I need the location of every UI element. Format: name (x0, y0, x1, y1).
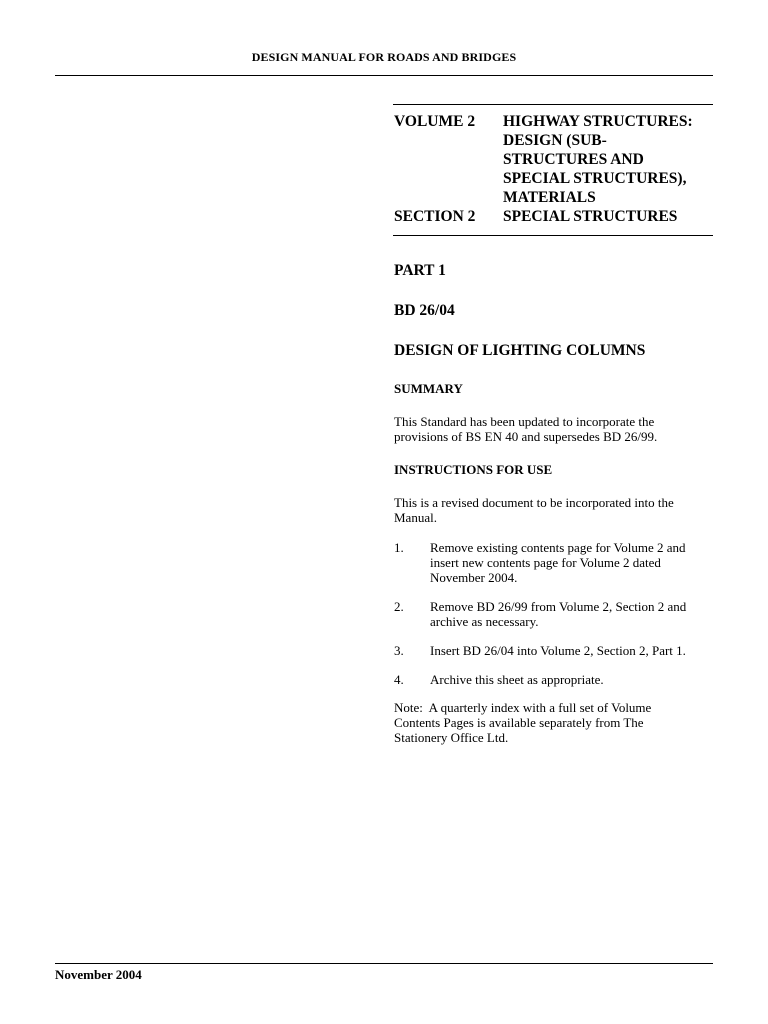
summary-heading: SUMMARY (394, 381, 463, 396)
volume-row (394, 112, 714, 207)
note-paragraph (394, 700, 714, 745)
volume-label: VOLUME 2 (394, 113, 476, 130)
instruction-number: 4. (394, 672, 404, 687)
summary-line: provisions of BS EN 40 and supersedes BD 26/99. (394, 429, 658, 444)
volume-block-top-rule (393, 104, 713, 105)
document-code: BD 26/04 (394, 302, 455, 319)
volume-block-bottom-rule (393, 235, 713, 236)
instruction-number: 1. (394, 540, 404, 555)
instructions-intro (394, 495, 714, 525)
instruction-item (394, 540, 714, 585)
footer-rule (55, 963, 713, 964)
section-label: SECTION 2 (394, 208, 476, 225)
volume-title-line: MATERIALS (503, 189, 596, 206)
note-line: Note: A quarterly index with a full set of Volume (394, 700, 652, 715)
summary-line: This Standard has been updated to incorporate the (394, 414, 655, 429)
instruction-item (394, 599, 714, 629)
instruction-line: Insert BD 26/04 into Volume 2, Section 2, Part 1. (430, 643, 686, 658)
instruction-text (430, 643, 714, 658)
instruction-line: Remove existing contents page for Volume 2 and (430, 540, 686, 555)
part-heading: PART 1 (394, 262, 446, 279)
instruction-number: 2. (394, 599, 404, 614)
instruction-line: Remove BD 26/99 from Volume 2, Section 2 and (430, 599, 687, 614)
note-line: Stationery Office Ltd. (394, 730, 509, 745)
instruction-text (430, 672, 714, 687)
volume-title-line: STRUCTURES AND (503, 151, 644, 168)
instruction-item (394, 672, 714, 687)
volume-title (503, 112, 714, 207)
instructions-intro-line: This is a revised document to be incorporated into the (394, 495, 674, 510)
instruction-number: 3. (394, 643, 404, 658)
footer-date: November 2004 (55, 967, 142, 982)
instruction-line: insert new contents page for Volume 2 dated (430, 555, 661, 570)
volume-title-line: HIGHWAY STRUCTURES: (503, 113, 693, 130)
document-title: DESIGN OF LIGHTING COLUMNS (394, 342, 646, 359)
instructions-intro-line: Manual. (394, 510, 437, 525)
running-header: DESIGN MANUAL FOR ROADS AND BRIDGES (251, 50, 517, 64)
volume-title-line: DESIGN (SUB- (503, 132, 607, 149)
instruction-text (430, 540, 714, 585)
note-line: Contents Pages is available separately from The (394, 715, 644, 730)
instructions-list (394, 540, 714, 701)
instructions-heading: INSTRUCTIONS FOR USE (394, 462, 553, 477)
volume-title-line: SPECIAL STRUCTURES), (503, 170, 687, 187)
section-row (394, 207, 714, 226)
instruction-line: archive as necessary. (430, 614, 539, 629)
summary-paragraph (394, 414, 714, 444)
instruction-line: November 2004. (430, 570, 518, 585)
header-rule (55, 75, 713, 76)
instruction-item (394, 643, 714, 658)
section-title: SPECIAL STRUCTURES (503, 208, 678, 225)
instruction-line: Archive this sheet as appropriate. (430, 672, 604, 687)
volume-section-block (394, 112, 714, 226)
instruction-text (430, 599, 714, 629)
